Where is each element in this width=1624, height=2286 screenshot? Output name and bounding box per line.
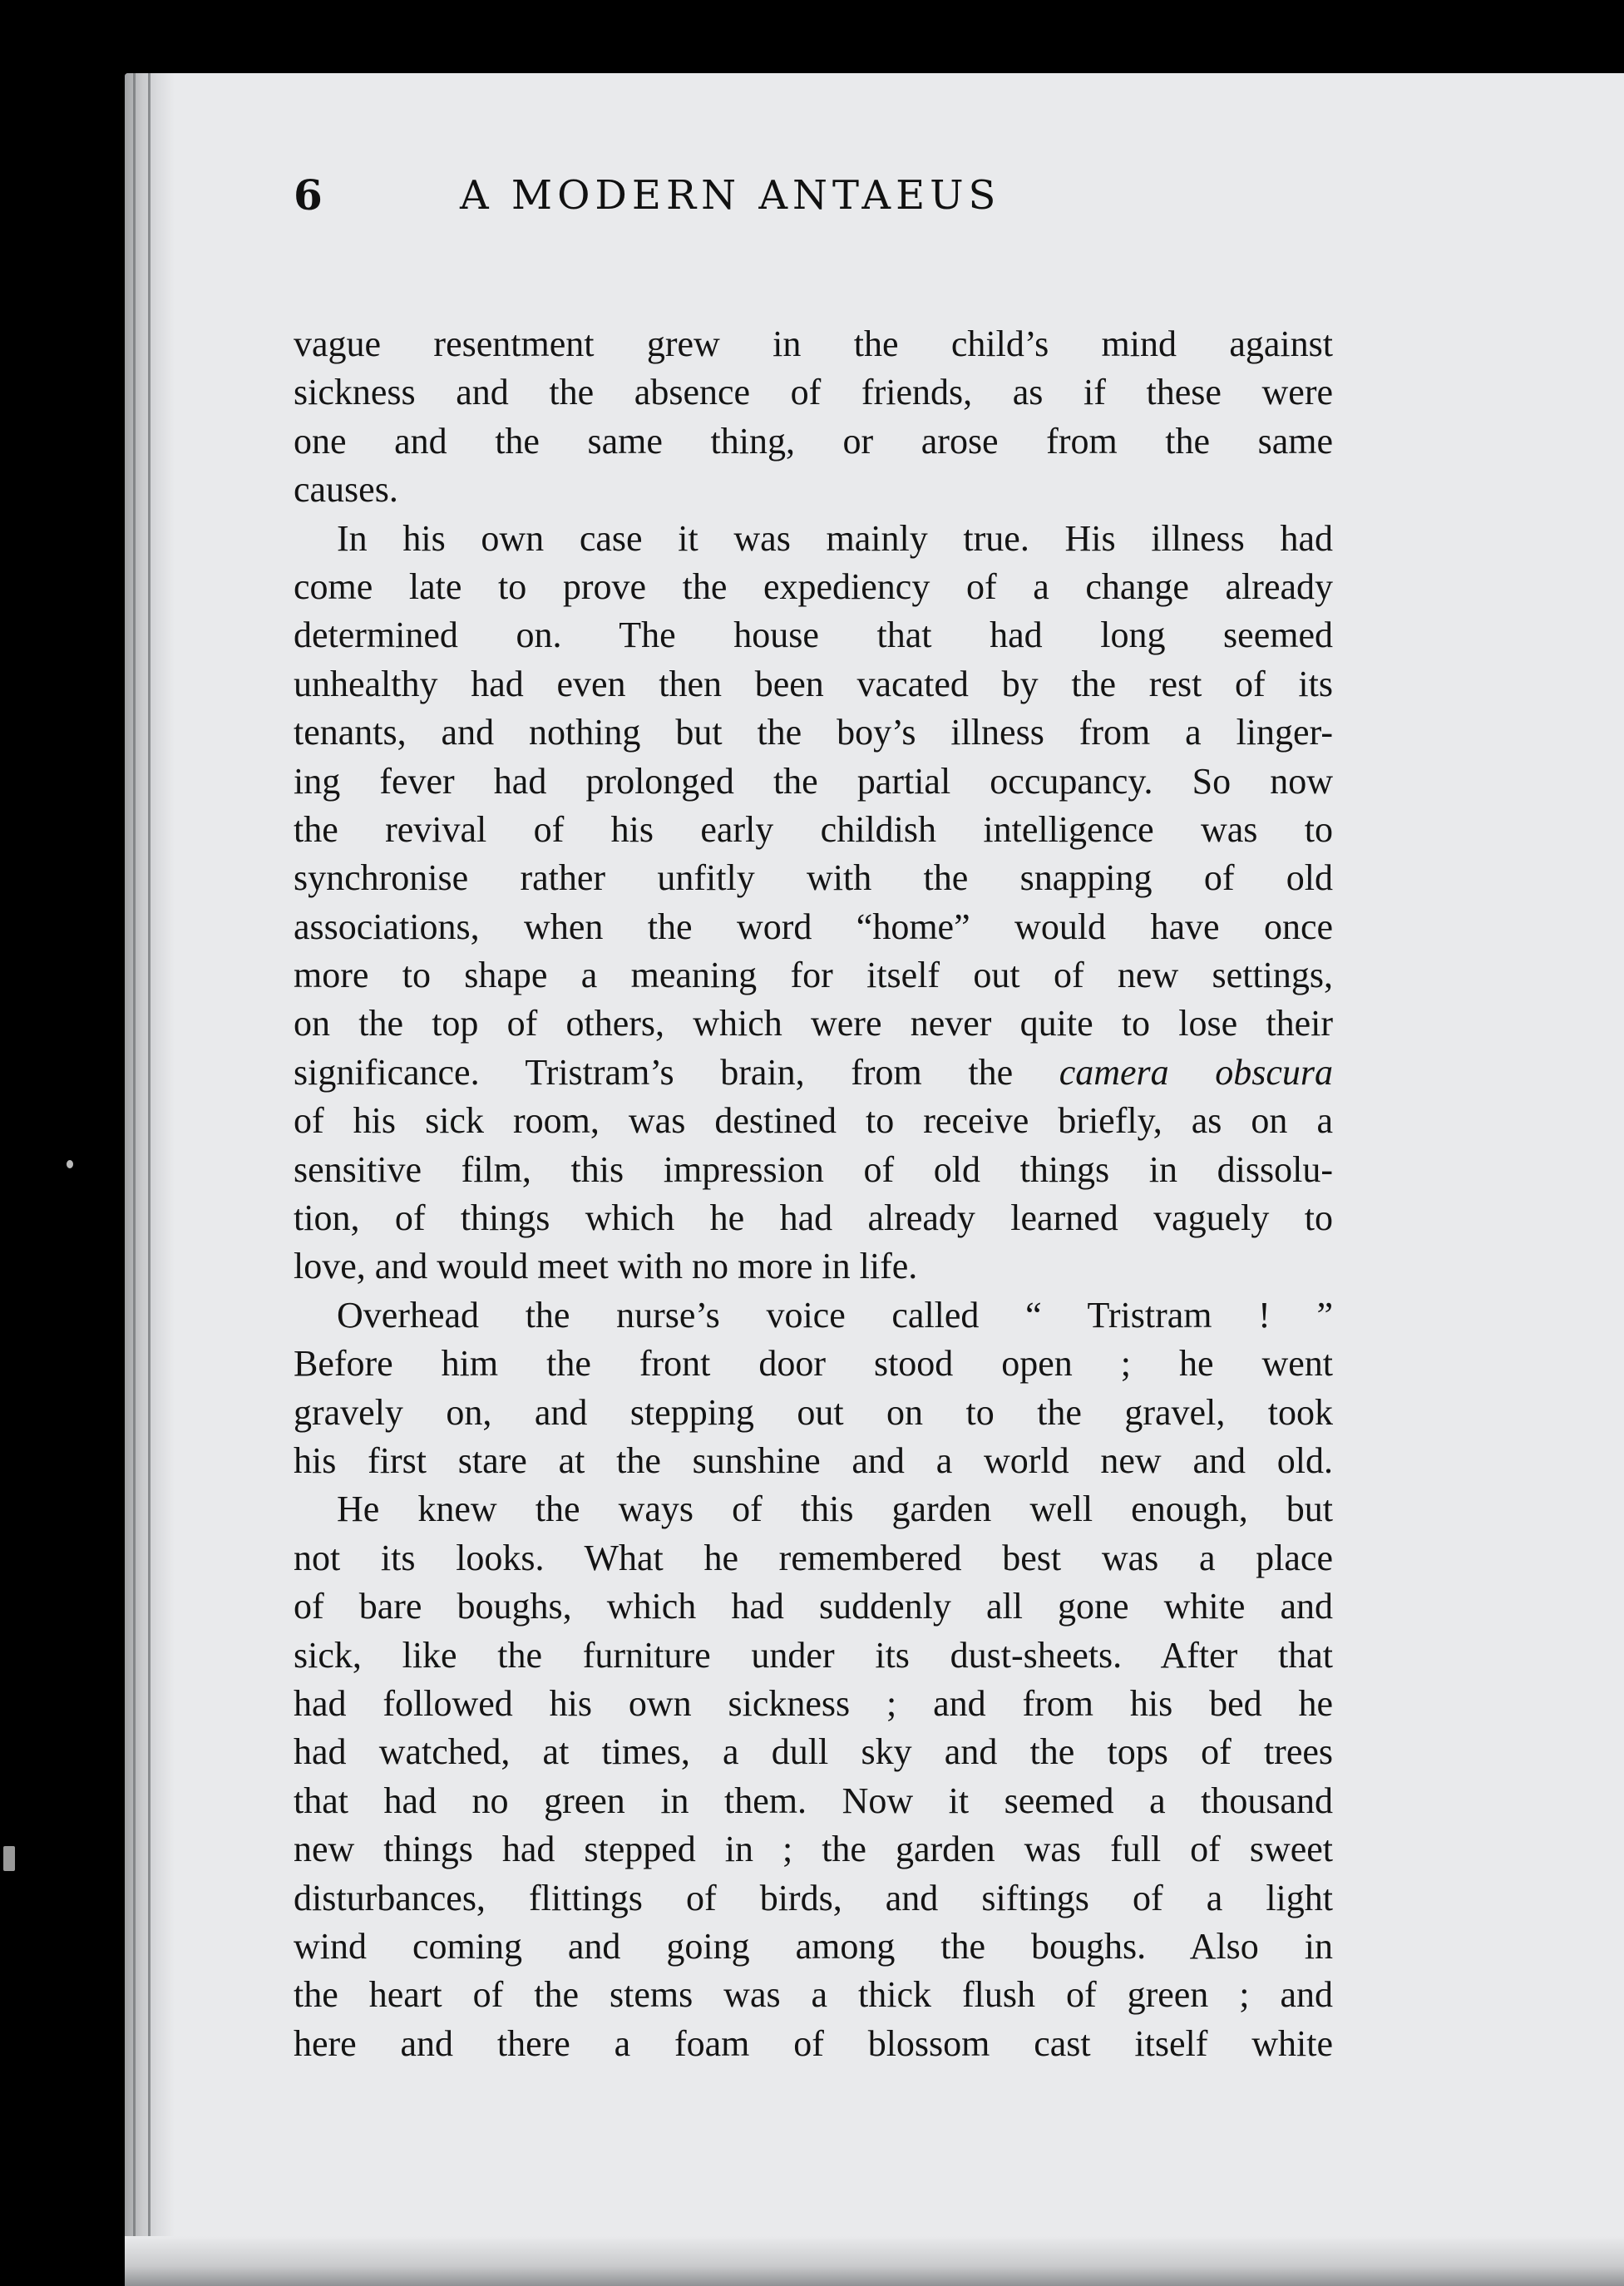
text-line: determined on. The house that had long seemed <box>294 615 1333 656</box>
scan-speck <box>3 1846 15 1871</box>
text-line: tion, of things which he had already learned vaguely to <box>294 1197 1333 1239</box>
gutter-line <box>148 73 151 2286</box>
text-line: In his own case it was mainly true. His illness had <box>337 517 1333 559</box>
text-line: wind coming and going among the boughs. Also in <box>294 1925 1333 1967</box>
body-text <box>294 320 1333 2068</box>
text-line: significance. Tristram’s brain, from the camera obscura <box>294 1051 1334 1093</box>
page-header <box>294 170 1333 245</box>
scan-speck <box>389 7 407 15</box>
gutter-line <box>133 73 136 2286</box>
text-line: on the top of others, which were never quite to lose their <box>294 1003 1333 1044</box>
text-line: had watched, at times, a dull sky and the tops of trees <box>294 1731 1333 1773</box>
text-line: of bare boughs, which had suddenly all gone white and <box>294 1586 1333 1627</box>
text-line: He knew the ways of this garden well enough, but <box>337 1489 1333 1530</box>
text-line: the revival of his early childish intelligence was to <box>294 808 1333 850</box>
text-line: of his sick room, was destined to receive briefly, as on a <box>294 1100 1333 1142</box>
text-line: sickness and the absence of friends, as if these were <box>294 372 1333 413</box>
text-line: Before him the front door stood open ; he went <box>294 1343 1333 1385</box>
text-line: had followed his own sickness ; and from his bed he <box>294 1682 1333 1724</box>
text-line: come late to prove the expediency of a change already <box>294 565 1333 607</box>
text-line: that had no green in them. Now it seemed a thousand <box>294 1780 1333 1821</box>
running-head: A MODERN ANTAEUS <box>460 172 1001 219</box>
text-line: one and the same thing, or arose from the same <box>294 420 1333 462</box>
text-line: here and there a foam of blossom cast itself white <box>294 2022 1333 2064</box>
page-bottom-shadow <box>125 2236 1624 2286</box>
text-line: causes. <box>294 469 398 511</box>
text-line: Overhead the nurse’s voice called “ Tristram ! ” <box>337 1294 1333 1336</box>
text-line: the heart of the stems was a thick flush of green ; and <box>294 1974 1333 2016</box>
text-line: associations, when the word “home” would have once <box>294 906 1333 947</box>
text-line: love, and would meet with no more in life. <box>294 1246 918 1287</box>
text-line: vague resentment grew in the child’s mind against <box>294 323 1333 364</box>
text-line: more to shape a meaning for itself out of new settings, <box>294 955 1333 996</box>
text-line: synchronise rather unfitly with the snapping of old <box>294 857 1333 899</box>
text-line: ing fever had prolonged the partial occupancy. So now <box>294 760 1333 802</box>
text-line: disturbances, flittings of birds, and siftings of a light <box>294 1877 1333 1918</box>
scan-speck <box>67 1160 73 1168</box>
text-line: new things had stepped in ; the garden was full of sweet <box>294 1829 1333 1870</box>
italic-phrase: camera obscura <box>1059 1051 1334 1093</box>
text-line: sensitive film, this impression of old things in dissolu- <box>294 1148 1333 1190</box>
text-line: tenants, and nothing but the boy’s illness from a linger- <box>294 712 1333 753</box>
text-line: sick, like the furniture under its dust-sheets. After that <box>294 1634 1333 1676</box>
binding-gutter <box>125 73 175 2286</box>
text-line: his first stare at the sunshine and a world new and old. <box>294 1439 1333 1481</box>
page-number: 6 <box>294 170 323 220</box>
text-line: unhealthy had even then been vacated by the rest of its <box>294 663 1333 704</box>
text-line: not its looks. What he remembered best was a place <box>294 1537 1333 1578</box>
text-line: gravely on, and stepping out on to the gravel, took <box>294 1391 1333 1433</box>
